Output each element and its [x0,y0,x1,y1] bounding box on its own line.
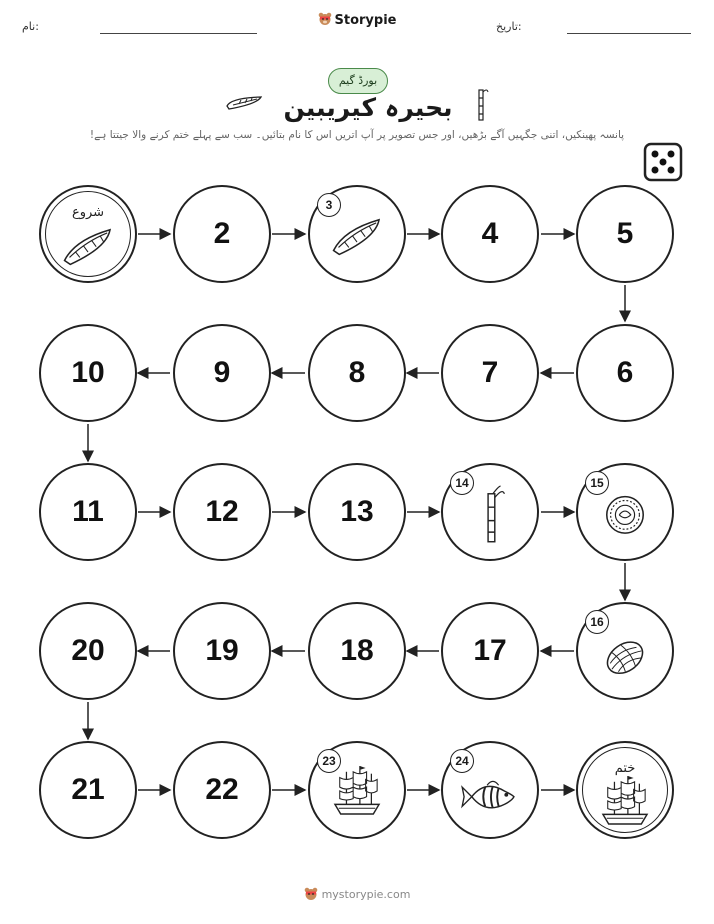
space-number: 17 [473,634,507,667]
date-label: تاریخ: [496,20,522,33]
board-space [173,185,271,283]
board-space [173,602,271,700]
name-label: نام: [22,20,39,33]
canoe-icon [41,197,135,291]
board-space [441,463,539,561]
space-number: 22 [205,773,239,806]
space-number: 4 [481,217,499,250]
board-space [39,741,137,839]
board-space [441,741,539,839]
board-space [576,324,674,422]
space-number: 21 [71,773,105,806]
board-space [576,185,674,283]
space-number: 19 [205,634,239,667]
board-space [576,602,674,700]
board-space [173,741,271,839]
board-space [308,741,406,839]
space-number: 8 [348,356,366,389]
finish-label: ختم [614,761,636,776]
board-space [308,185,406,283]
board-space [308,463,406,561]
space-number-badge: 16 [585,610,609,634]
space-number-badge: 3 [317,193,341,217]
instructions: پانسہ پھینکیں، اتنی جگہیں آگے بڑھیں، اور جس تصویر پر آپ اتریں اس کا نام بتائیں۔ سب سے پہلے ختم کرنے والا جیتتا ہے! [89,129,625,141]
board-space [441,324,539,422]
space-number: 7 [481,356,499,389]
board-space [441,602,539,700]
board-space [39,463,137,561]
space-number: 10 [71,356,105,389]
space-number-badge: 15 [585,471,609,495]
space-number: 5 [616,217,634,250]
board-space [308,324,406,422]
brand-name: Storypie [334,13,397,28]
board-game-badge: بورڈ گیم [328,68,388,94]
space-number: 9 [213,356,231,389]
ship-icon [578,753,672,847]
footer-url[interactable]: mystorypie.com [321,888,411,901]
space-number: 20 [71,634,105,667]
board-space [39,602,137,700]
space-number: 12 [205,495,239,528]
space-number: 18 [340,634,374,667]
finish-space [576,741,674,839]
space-number-badge: 24 [450,749,474,773]
space-number: 13 [340,495,374,528]
space-number: 6 [616,356,634,389]
space-number: 11 [72,495,104,528]
board-space [308,602,406,700]
space-number: 2 [213,217,231,250]
bear-logo-icon [304,887,318,901]
board-space [576,463,674,561]
board-space [173,463,271,561]
board-space [173,324,271,422]
board-space [39,324,137,422]
space-number-badge: 23 [317,749,341,773]
title-text: بحیرہ کیریبین [283,93,453,122]
board-space [441,185,539,283]
footer [0,887,714,901]
space-number-badge: 14 [450,471,474,495]
start-label: شروع [71,205,105,220]
start-space [39,185,137,283]
